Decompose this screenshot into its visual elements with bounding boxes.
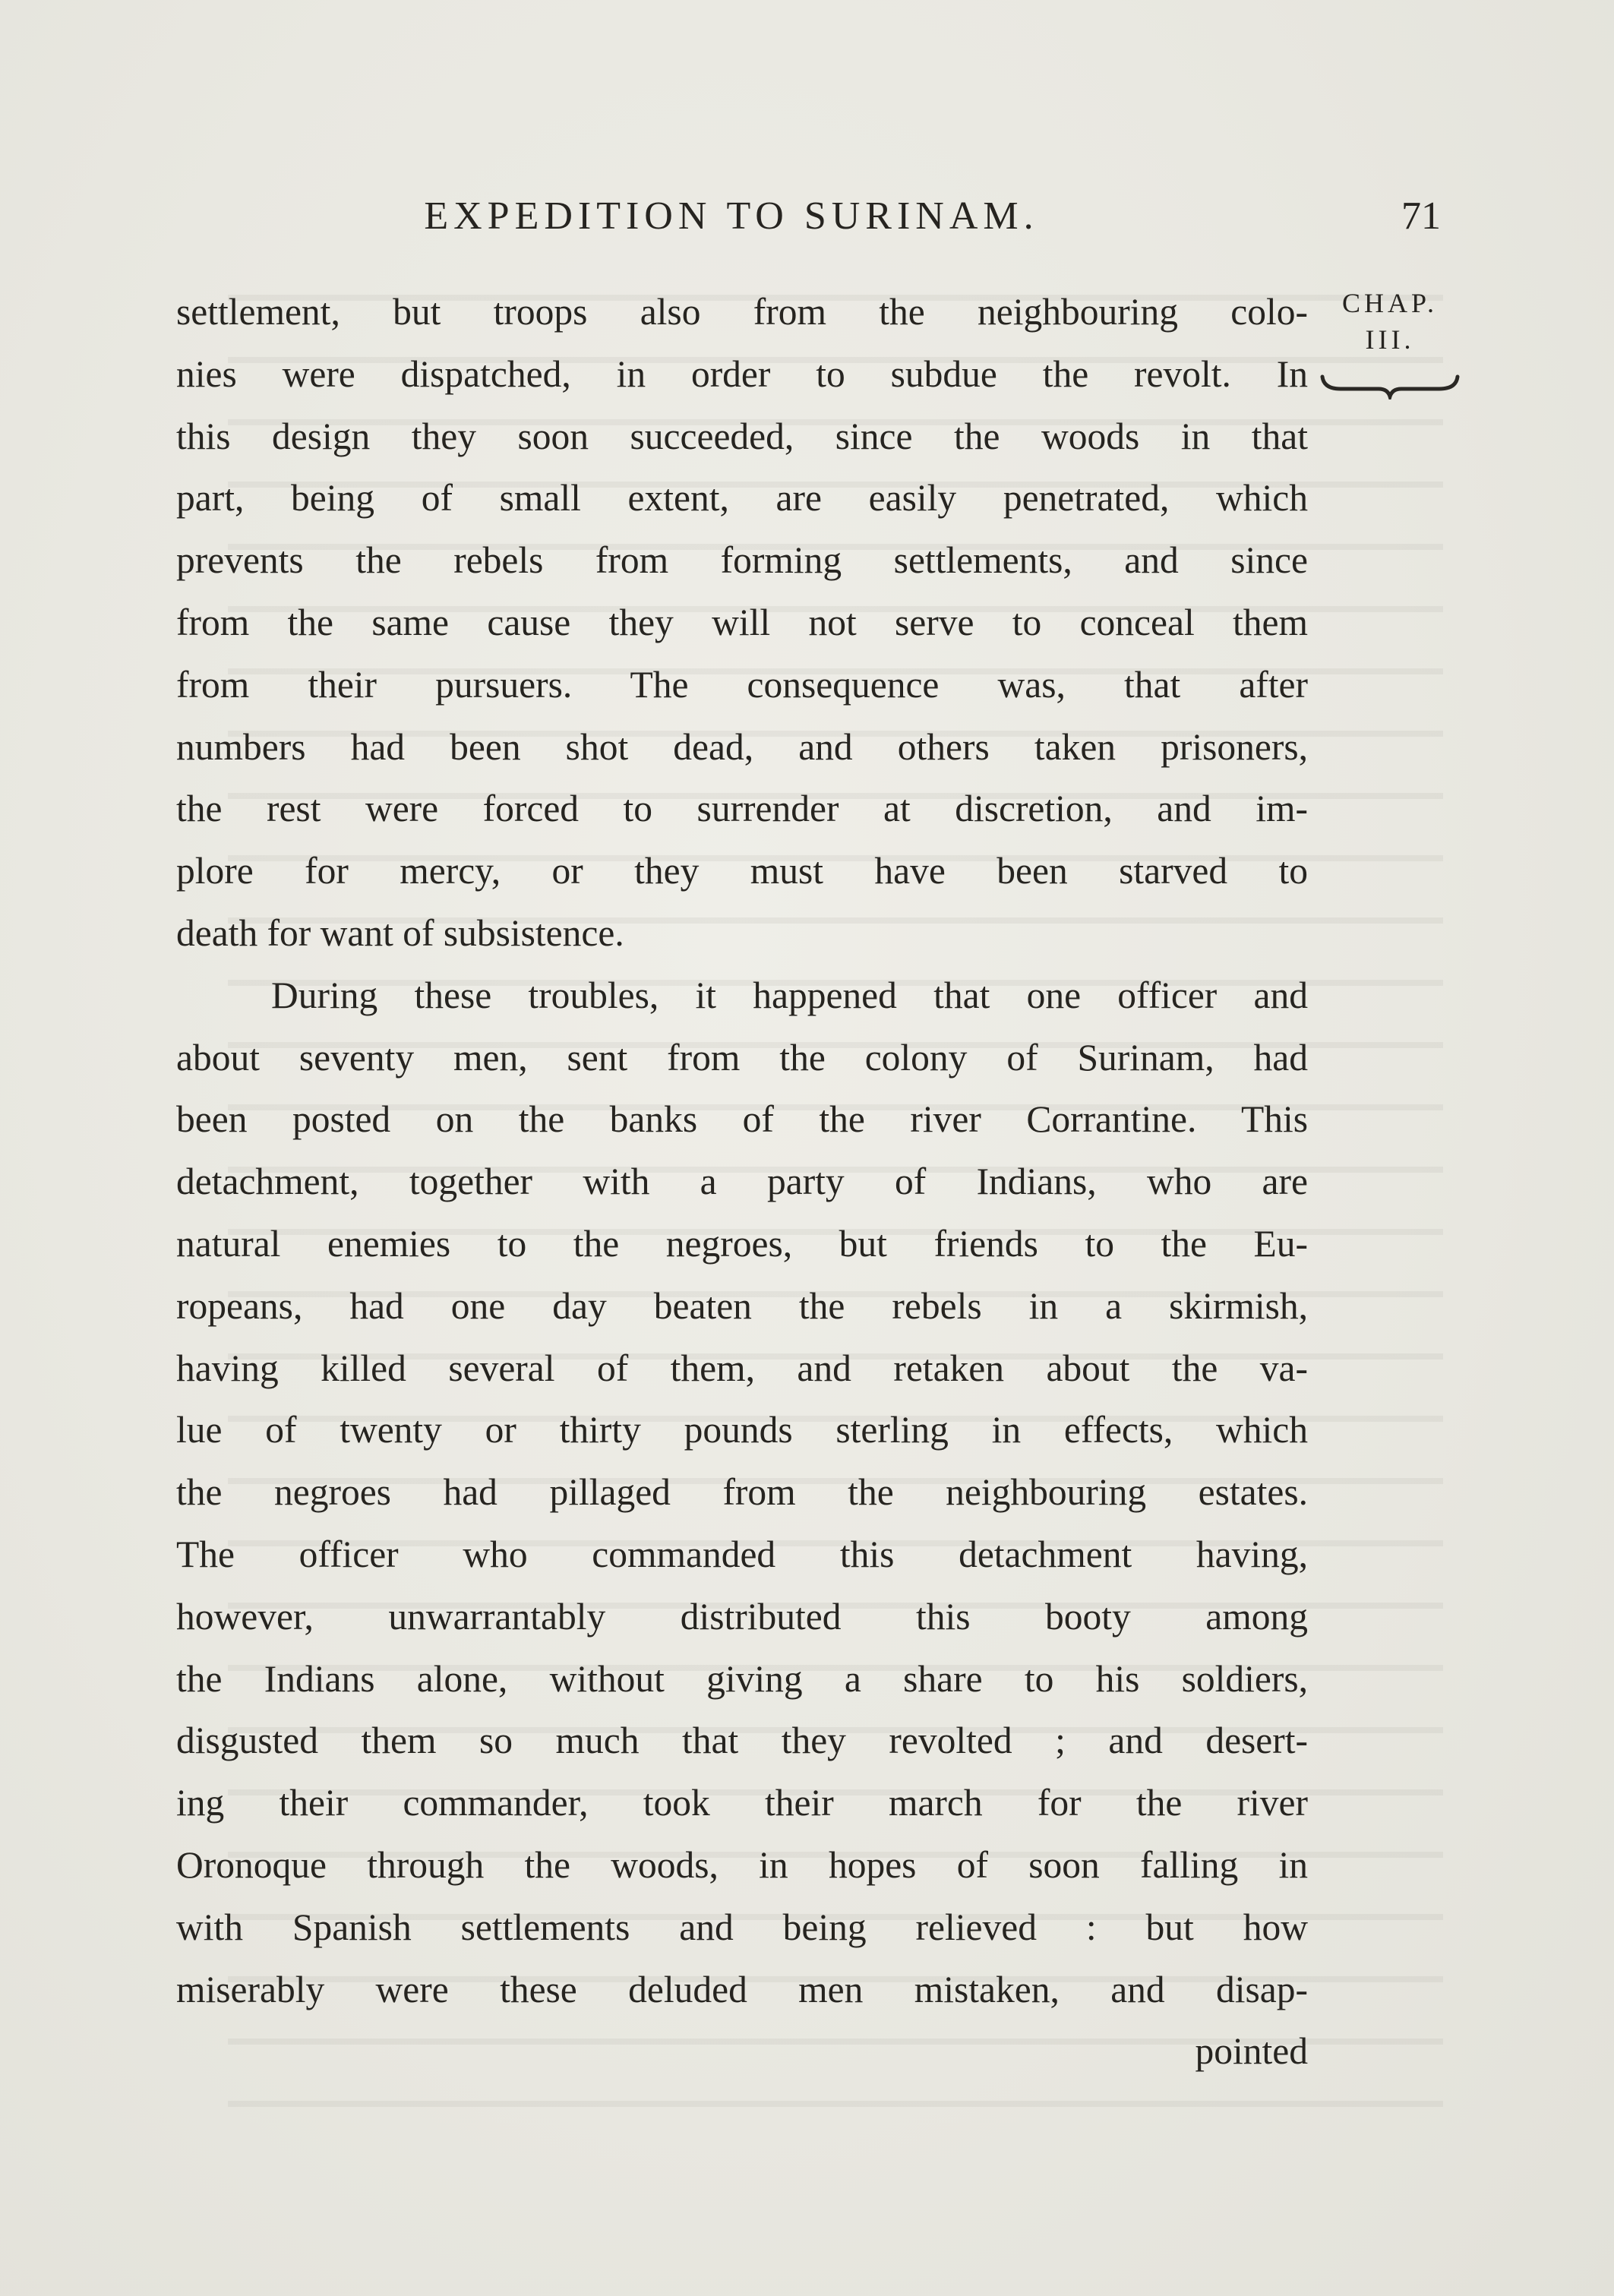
text-line: prevents the rebels from forming settlements, and since: [176, 539, 1308, 582]
catchword: pointed: [1195, 2030, 1308, 2073]
page-number: 71: [1401, 194, 1441, 238]
text-line: part, being of small extent, are easily penetrated, which: [176, 477, 1308, 520]
text-line: ing their commander, took their march for the river: [176, 1782, 1308, 1824]
text-line: been posted on the banks of the river Corrantine. This: [176, 1098, 1308, 1141]
text-line: with Spanish settlements and being relieved : but how: [176, 1906, 1308, 1948]
text-line: numbers had been shot dead, and others taken prisoners,: [176, 725, 1308, 768]
text-line: lue of twenty or thirty pounds sterling in effects, which: [176, 1409, 1308, 1451]
text-line: having killed several of them, and retaken about the va-: [176, 1347, 1308, 1389]
running-head: EXPEDITION TO SURINAM.: [424, 194, 1039, 238]
text-line: about seventy men, sent from the colony of Surinam, had: [176, 1036, 1308, 1079]
text-line: plore for mercy, or they must have been starved to: [176, 850, 1308, 892]
chapter-margin-note: [1318, 285, 1462, 358]
text-line: nies were dispatched, in order to subdue the revolt. In: [176, 352, 1308, 395]
text-line: natural enemies to the negroes, but friends to the Eu-: [176, 1222, 1308, 1265]
text-line: from their pursuers. The consequence was, that after: [176, 663, 1308, 706]
text-line: disgusted them so much that they revolted ; and desert-: [176, 1720, 1308, 1762]
text-line: The officer who commanded this detachment having,: [176, 1533, 1308, 1575]
chapter-label: CHAP.: [1341, 288, 1439, 318]
body-text: [176, 281, 1308, 2083]
text-line: the rest were forced to surrender at discretion, and im-: [176, 788, 1308, 830]
text-line: however, unwarrantably distributed this booty among: [176, 1595, 1308, 1638]
text-line: the Indians alone, without giving a share to his soldiers,: [176, 1657, 1308, 1700]
text-line: death for want of subsistence.: [176, 911, 624, 954]
text-line: During these troubles, it happened that one officer and: [271, 974, 1308, 1016]
text-line: settlement, but troops also from the neighbouring colo-: [176, 291, 1308, 333]
text-line: detachment, together with a party of Indians, who are: [176, 1161, 1308, 1203]
margin-brace-icon: [1318, 369, 1462, 400]
text-line: ropeans, had one day beaten the rebels in a skirmish,: [176, 1284, 1308, 1327]
text-line: from the same cause they will not serve to conceal them: [176, 601, 1308, 643]
text-line: miserably were these deluded men mistaken, and disap-: [176, 1968, 1308, 2010]
text-line: Oronoque through the woods, in hopes of soon falling in: [176, 1843, 1308, 1886]
text-line: this design they soon succeeded, since the woods in that: [176, 415, 1308, 457]
text-line: the negroes had pillaged from the neighbouring estates.: [176, 1471, 1308, 1514]
chapter-number: III.: [1365, 324, 1415, 355]
